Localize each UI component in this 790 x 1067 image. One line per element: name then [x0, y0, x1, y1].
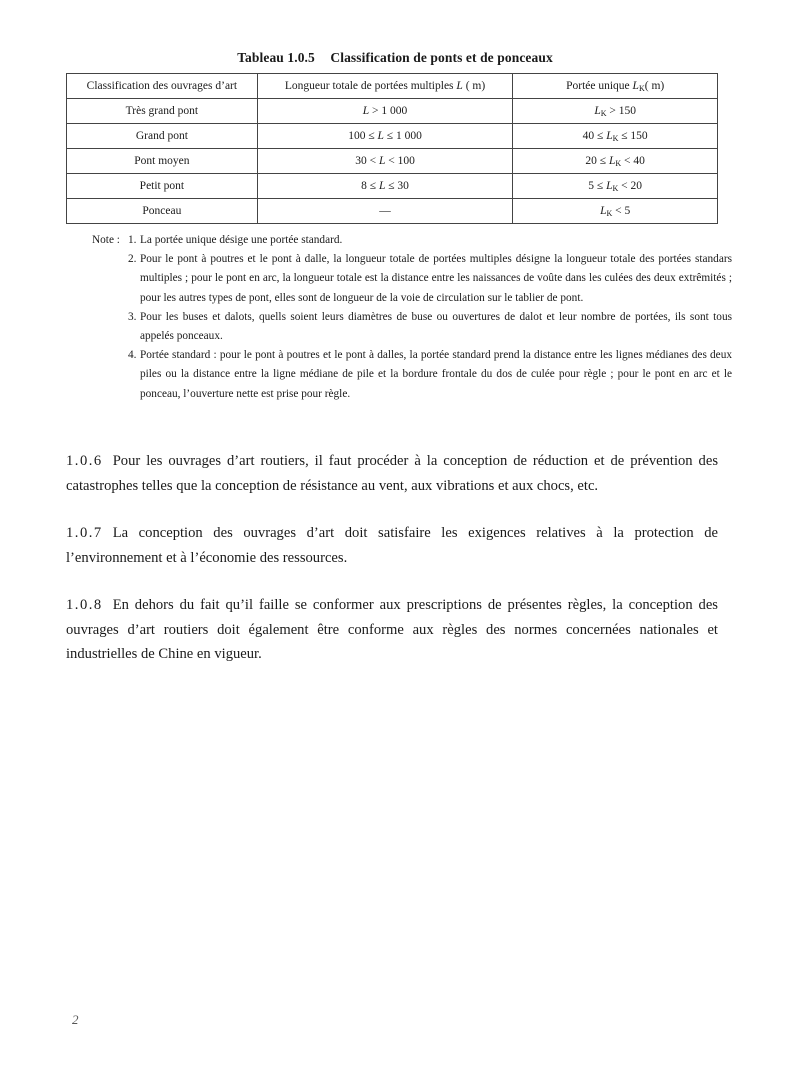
- range-prefix: 40 ≤: [582, 129, 607, 142]
- note-number: 4.: [128, 349, 137, 362]
- table-row: [67, 99, 718, 124]
- range-prefix: 30 <: [355, 155, 379, 167]
- clause-text: La conception des ouvrages d’art doit satisfaire les exigences relatives à la protection de l’environnement et à l’économie des ressources.: [66, 525, 718, 566]
- subscript-k: K: [612, 183, 619, 193]
- note-number: 2.: [128, 253, 137, 266]
- subscript-k: K: [612, 133, 619, 143]
- note-number: 3.: [128, 310, 137, 323]
- clause-1-0-6: [66, 449, 718, 498]
- cell-single-span: [513, 149, 718, 174]
- cell-classification: Grand pont: [67, 124, 258, 149]
- cell-single-span: [513, 174, 718, 199]
- table-number: Tableau 1.0.5: [237, 50, 315, 65]
- table-row: [67, 124, 718, 149]
- subscript-k: K: [606, 208, 613, 218]
- cell-total-length: [257, 199, 513, 224]
- cell-classification: Ponceau: [67, 199, 258, 224]
- variable-lk: L: [594, 104, 601, 117]
- note-text: La portée unique désige une portée standard.: [140, 234, 343, 246]
- note-text: Pour le pont à poutres et le pont à dalle, la longueur totale de portées multiples désigne la longueur totale des portées standars multiples ; pour le pont en arc, la longueur totale est la distance entre les naissances de voûte dans les culées des deux extrêmités ; pour les autres types de pont, elles sont de longueur de la voie de circulation sur le tablier de pont.: [140, 253, 732, 304]
- unit: ( m): [644, 79, 665, 92]
- table-caption: [0, 50, 790, 66]
- subscript-k: K: [638, 83, 645, 93]
- unit: ( m): [462, 80, 486, 92]
- header-classification: Classification des ouvrages d’art: [67, 74, 258, 99]
- variable-lk: L: [608, 154, 616, 167]
- variable-l: L: [378, 155, 386, 167]
- note-number: 1.: [128, 234, 137, 246]
- cell-single-span: [513, 99, 718, 124]
- note-item: [128, 231, 732, 250]
- cell-single-span: [513, 124, 718, 149]
- variable-lk: L: [606, 129, 613, 142]
- table-notes: [92, 231, 732, 404]
- variable-lk: L: [632, 79, 639, 92]
- range-prefix: 100 ≤: [348, 130, 378, 142]
- range-suffix: ≤ 150: [618, 129, 648, 142]
- subscript-k: K: [600, 108, 607, 118]
- variable-l: L: [362, 105, 370, 117]
- cell-total-length: [257, 124, 513, 149]
- range-suffix: < 5: [612, 204, 631, 217]
- cell-classification: Pont moyen: [67, 149, 258, 174]
- note-item: [128, 250, 732, 308]
- classification-table: [66, 73, 718, 224]
- range-suffix: < 40: [621, 154, 645, 167]
- cell-classification: Très grand pont: [67, 99, 258, 124]
- subscript-k: K: [615, 158, 622, 168]
- range-suffix: < 100: [385, 155, 415, 167]
- header-total-length: [257, 74, 513, 99]
- clause-1-0-7: [66, 521, 718, 570]
- cell-single-span: [513, 199, 718, 224]
- variable-lk: L: [606, 179, 613, 192]
- range-suffix: > 150: [606, 104, 636, 117]
- cell-classification: Petit pont: [67, 174, 258, 199]
- table-title: Classification de ponts et de ponceaux: [330, 50, 553, 65]
- cell-total-length: [257, 99, 513, 124]
- cell-total-length: [257, 174, 513, 199]
- note-text: Portée standard : pour le pont à poutres et le pont à dalles, la portée standard prend la distance entre les lignes médianes des deux piles ou la distance entre la ligne médiane de pile et la bordure frontale du dos de culée pour règle ; pour le pont en arc et le ponceau, l’ouverture nette est prise pour règle.: [140, 349, 732, 400]
- range-suffix: > 1 000: [369, 105, 408, 117]
- header-single-span: [513, 74, 718, 99]
- clause-number: 1.0.6: [66, 453, 103, 469]
- variable-l: L: [378, 180, 386, 192]
- note-item: [128, 346, 732, 404]
- range-suffix: ≤ 1 000: [383, 130, 422, 142]
- clause-text: En dehors du fait qu’il faille se conformer aux prescriptions de présentes règles, la conception des ouvrages d’art routiers doit également être conforme aux règles des normes concernées nationales et industrielles de Chine en vigueur.: [66, 597, 718, 662]
- variable-l: L: [456, 80, 463, 92]
- range-prefix: 20 ≤: [585, 154, 609, 167]
- header-text: Longueur totale de portées multiples: [284, 80, 457, 92]
- range-prefix: —: [379, 205, 391, 217]
- range-prefix: 5 ≤: [588, 179, 607, 192]
- note-label: Note :: [92, 234, 120, 246]
- variable-l: L: [377, 130, 384, 142]
- range-prefix: 8 ≤: [361, 180, 379, 192]
- table-row: [67, 174, 718, 199]
- clause-text: Pour les ouvrages d’art routiers, il faut procéder à la conception de réduction et de prévention des catastrophes telles que la conception de résistance au vent, aux vibrations et aux chocs, etc.: [66, 453, 718, 494]
- table-row: [67, 199, 718, 224]
- variable-lk: L: [600, 204, 607, 217]
- header-text: Portée unique: [566, 79, 633, 92]
- table-row: [67, 149, 718, 174]
- note-item: [128, 308, 732, 346]
- clause-number: 1.0.7: [66, 525, 103, 541]
- cell-total-length: [257, 149, 513, 174]
- range-suffix: ≤ 30: [385, 180, 409, 192]
- clause-1-0-8: [66, 593, 718, 667]
- note-text: Pour les buses et dalots, quells soient leurs diamètres de buse ou ouvertures de dalot et leur nombre de portées, ils sont tous appelés ponceaux.: [140, 310, 732, 343]
- page-number: 2: [72, 1012, 79, 1027]
- table-header-row: [67, 74, 718, 99]
- clause-number: 1.0.8: [66, 597, 103, 613]
- range-suffix: < 20: [618, 179, 643, 192]
